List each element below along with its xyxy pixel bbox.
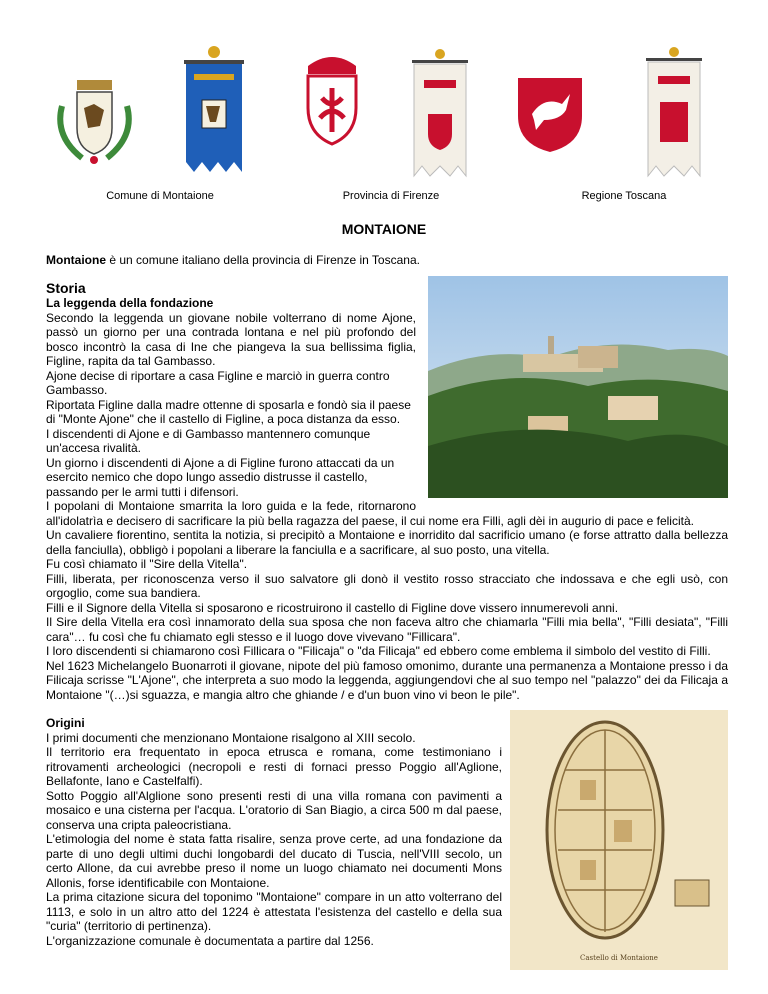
storia-paragraph-12: I loro discendenti si chiamarono così Fillicara o "Filicaja" o "da Filicaja" ed ebbero come emblema il simbolo del vestito di Filli. [46,644,711,658]
storia-paragraph-4: I discendenti di Ajone e di Gambasso mantennero comunque un'accesa rivalità. [46,426,371,455]
toscana-coat-of-arms-icon [514,74,586,154]
toscana-gonfalon-icon [644,44,704,192]
firenze-gonfalon-icon [410,46,470,192]
storia-paragraph-8: Fu così chiamato il "Sire della Vitella". [46,557,248,571]
storia-paragraph-6: I popolani di Montaione smarrita la loro guida e la fede, ritornarono all'idolatrìa e decisero di sacrificare la più bella ragazza del paese, il cui nome era Filli, agli dèi in augurio di pace e felicità. [46,499,694,528]
castle-map-drawing [510,710,728,970]
origini-subheading: Origini [46,716,85,730]
caption-provincia: Provincia di Firenze [342,190,440,202]
origini-paragraph-6: L'organizzazione comunale è documentata a partire dal 1256. [46,933,374,948]
emblems-row [0,38,768,198]
storia-heading: Storia [46,280,86,296]
intro-bold: Montaione [46,253,106,267]
origini-paragraph-1: I primi documenti che menzionano Montaione risalgono al XIII secolo. [46,730,416,745]
origini-paragraph-3: Sotto Poggio all'Alglione sono presenti resti di una villa romana con pavimenti a mosaico e una cisterna per l'acqua. L'oratorio di San Biagio, a circa 500 m dal paese, conserva una cripta paleocristiana. [46,788,502,832]
montaione-panorama-photo [428,276,728,498]
storia-paragraph-1: Secondo la leggenda un giovane nobile volterrano di nome Ajone, passò un giorno per una contrada lontana e nel più profondo del bosco incontrò la casa di Ine che piangeva la sua bellissima figlia, Figline, rapita da tal Gambasso. [46,310,416,368]
origini-section [46,716,728,970]
storia-paragraph-7: Un cavaliere fiorentino, sentita la notizia, si precipitò a Montaione e inorridito dal sacrificio umano (e forse attratto dalla bellezza della fanciulla), obbligò i popolani a liberare la fanciulla e a sacrificare, al suo posto, una vitella. [46,528,728,557]
map-caption: Castello di Montaione [580,954,658,962]
intro-paragraph [46,253,728,268]
origini-paragraph-5: La prima citazione sicura del toponimo "Montaione" compare in un atto volterrano del 1113, e solo in un altro atto del 1224 è attestata l'esistenza del castello e della sua "curia" (territorio di pertinenza). [46,890,502,933]
caption-comune: Comune di Montaione [106,190,214,202]
storia-paragraph-2: Ajone decise di riportare a casa Figline e marciò in guerra contro Gambasso. [46,368,390,397]
montaione-coat-of-arms-icon [52,76,137,166]
origini-paragraph-4: L'etimologia del nome è stata fatta risalire, senza prove certe, ad una fondazione da parte di uno degli ultimi duchi longobardi del ducato di Tuscia, nell'VIII secolo, un certo Allone, da cui avrebbe preso il nome un luogo chiamato nei documenti Mons Allonis, forse identificabile con Montaione. [46,832,502,890]
storia-paragraph-13: Nel 1623 Michelangelo Buonarroti il giovane, nipote del più famoso omonimo, durante una permanenza a Montaione presso i da Filicaja scrisse "L'Ajone", che interpreta a suo modo la leggenda, aggiungendovi che al suo tempo nel "palazzo" dei da Filicaja a Montaione "(…)si sguazza, e mangia altro che ghiande / e d'un buon vino vi beon le pile". [46,658,728,702]
origini-paragraph-2: Il territorio era frequentato in epoca etrusca e romana, come testimoniano i ritrovamenti archeologici (necropoli e resti di fornaci presso Poggio all'Aglione, Bellafonte, Iano e Castelfalfi). [46,745,502,788]
firenze-coat-of-arms-icon [300,48,364,148]
intro-text: è un comune italiano della provincia di Firenze in Toscana. [106,253,420,267]
montaione-gonfalon-icon [180,44,248,192]
storia-paragraph-3: Riportata Figline dalla madre ottenne di sposarla e fondò sia il paese di "Monte Ajone" che il castello di Figline, a poca distanza da esso. [46,397,411,426]
storia-paragraph-5: Un giorno i discendenti di Ajone a di Figline furono attaccati da un esercito nemico che dopo lungo assedio distrusse il castello, passando per le armi tutti i difensori. [46,455,395,499]
storia-paragraph-10: Filli e il Signore della Vitella si sposarono e ricostruirono il castello di Figline dove vissero innumerevoli anni. [46,600,619,615]
caption-regione: Regione Toscana [581,190,667,202]
storia-paragraph-11: Il Sire della Vitella era così innamorato della sua sposa che non faceva altro che chiamarla "Filli mia bella", "Filli desiata", "Filli cara"… fu così che fu chiamato egli stesso e il luogo dove vivevano "Fillicara". [46,615,728,644]
storia-paragraph-9: Filli, liberata, per riconoscenza verso il suo salvatore gli donò il vestito rosso stracciato che indossava e che egli usò, con orgoglio, come sua bandiera. [46,571,728,600]
storia-subheading: La leggenda della fondazione [46,296,214,310]
page-title: MONTAIONE [341,221,427,237]
storia-section [46,296,728,702]
